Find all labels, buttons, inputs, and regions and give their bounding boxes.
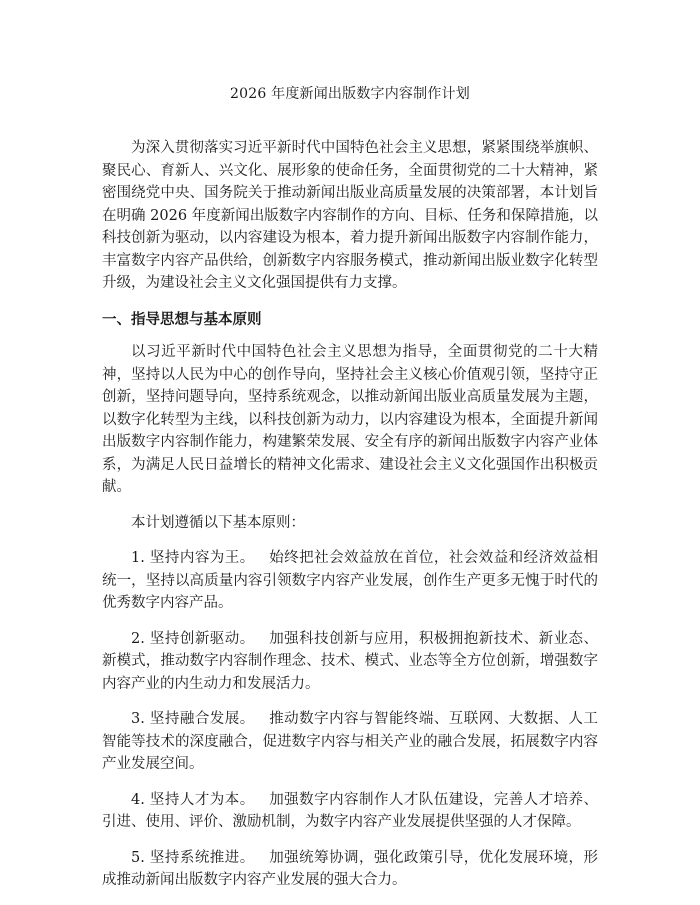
- principle-text: 加强数字内容制作人才队伍建设，完善人才培养、引进、使用、评价、激励机制，为数字内容产业发展提供坚强的人才保障。: [102, 791, 599, 830]
- principle-title: 坚持内容为王。: [149, 550, 255, 566]
- principle-item: [102, 708, 598, 776]
- principle-number: 1.: [131, 550, 145, 566]
- principles-intro: 本计划遵循以下基本原则：: [131, 514, 305, 531]
- principle-text: 加强科技创新与应用，积极拥抱新技术、新业态、新模式，推动数字内容制作理念、技术、模式、业态等全方位创新，增强数字内容产业的内生动力和发展活力。: [102, 630, 599, 692]
- principle-number: 3.: [131, 711, 145, 727]
- document-body: [102, 137, 598, 892]
- document-title: 2026 年度新闻出版数字内容制作计划: [230, 86, 470, 102]
- principle-number: 5.: [131, 849, 145, 866]
- principle-item: [102, 789, 598, 834]
- principle-title: 坚持系统推进。: [149, 849, 255, 866]
- principle-item: [102, 847, 598, 892]
- principle-title: 坚持创新驱动。: [149, 630, 255, 647]
- intro-paragraph: 为深入贯彻落实习近平新时代中国特色社会主义思想，紧紧围绕举旗帜、聚民心、育新人、兴文化、展形象的使命任务，全面贯彻党的二十大精神，紧密围绕党中央、国务院关于推动新闻出版业高质量发展的决策部署，本计划旨在明确 2026 年度新闻出版数字内容制作的方向、目标、任务和保障措施，以科技创新为驱动，以内容建设为根本，着力提升新闻出版数字内容制作能力，丰富数字内容产品供给，创新数字内容服务模式，推动新闻出版业数字化转型升级，为建设社会主义文化强国提供有力支撑。: [102, 140, 598, 291]
- principle-item: [102, 547, 598, 615]
- principle-text: 推动数字内容与智能终端、互联网、大数据、人工智能等技术的深度融合，促进数字内容与相关产业的融合发展，拓展数字内容产业发展空间。: [102, 711, 599, 772]
- principle-number: 4.: [131, 791, 145, 808]
- principle-title: 坚持人才为本。: [149, 791, 255, 808]
- principle-text: 始终把社会效益放在首位，社会效益和经济效益相统一，坚持以高质量内容引领数字内容产业发展，创作生产更多无愧于时代的优秀数字内容产品。: [102, 550, 599, 611]
- principle-item: [102, 628, 598, 696]
- principle-number: 2.: [131, 630, 145, 647]
- guiding-ideology-paragraph: 以习近平新时代中国特色社会主义思想为指导，全面贯彻党的二十大精神，坚持以人民为中心的创作导向，坚持社会主义核心价值观引领，坚持守正创新，坚持问题导向，坚持系统观念，以推动新闻出版业高质量发展为主题，以数字化转型为主线，以科技创新为动力，以内容建设为根本，全面提升新闻出版数字内容制作能力，构建繁荣发展、安全有序的新闻出版数字内容产业体系，为满足人民日益增长的精神文化需求、建设社会主义文化强国作出积极贡献。: [102, 344, 598, 495]
- principle-title: 坚持融合发展。: [149, 711, 255, 727]
- principle-text: 加强统筹协调，强化政策引导，优化发展环境，形成推动新闻出版数字内容产业发展的强大合力。: [102, 849, 599, 888]
- section-heading: 一、指导思想与基本原则: [102, 311, 262, 328]
